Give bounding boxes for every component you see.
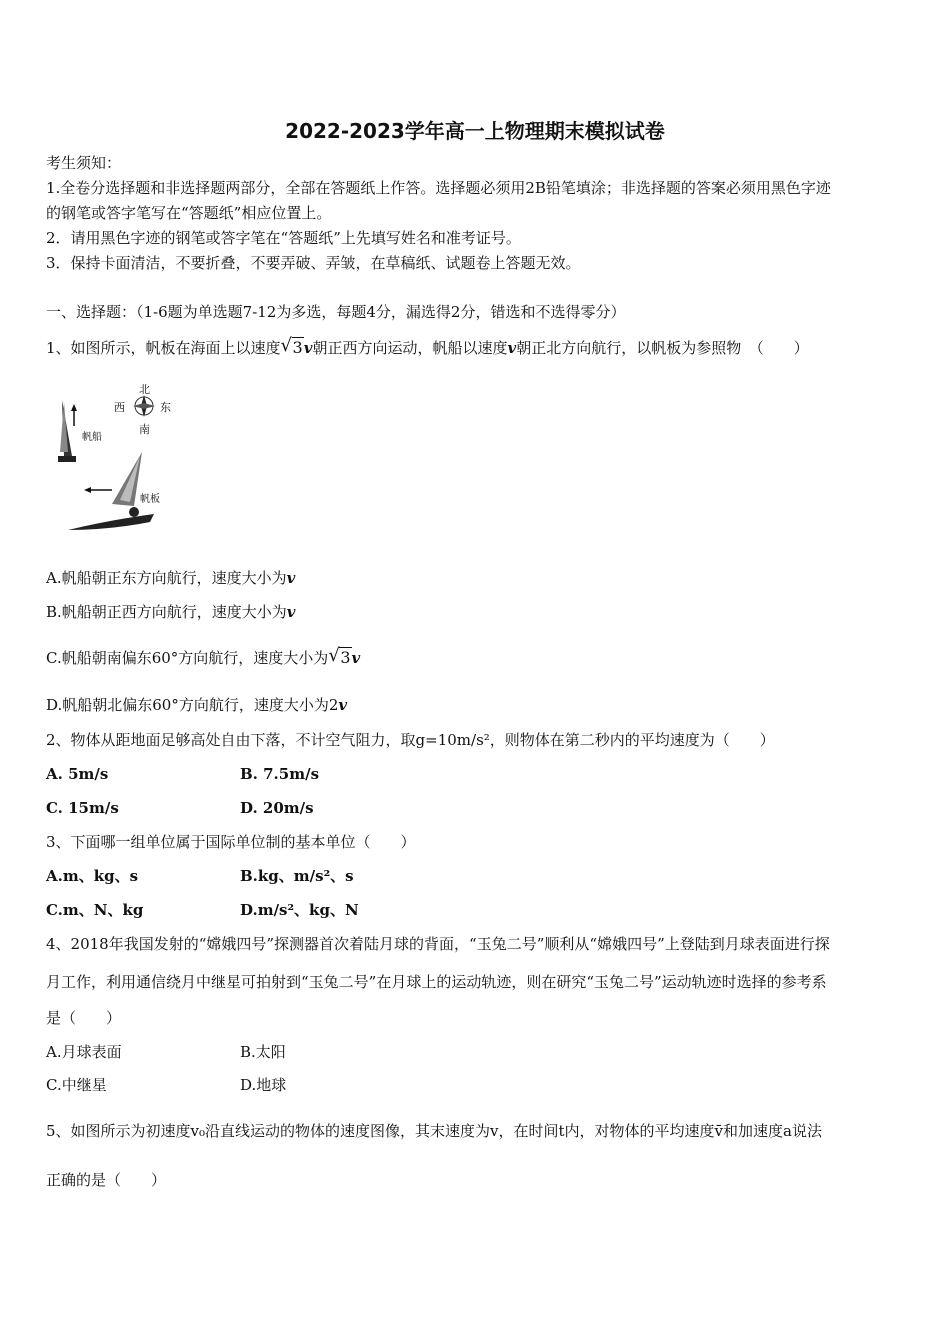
q2-option-a: A. 5m/s bbox=[46, 765, 109, 783]
compass-west: 西 bbox=[114, 401, 125, 414]
q3-option-b: B.kg、m/s²、s bbox=[240, 867, 354, 885]
sailboard-label: 帆板 bbox=[140, 494, 160, 505]
q2-option-c: C. 15m/s bbox=[46, 799, 119, 817]
notice-item-3: 3．保持卡面清洁，不要折叠，不要弄破、弄皱，在草稿纸、试题卷上答题无效。 bbox=[46, 254, 581, 272]
q1-option-d: D.帆船朝北偏东60°方向航行，速度大小为2v bbox=[46, 696, 348, 714]
q1-stem-part: 朝正西方向运动，帆船以速度 bbox=[312, 339, 508, 357]
compass-north: 北 bbox=[139, 383, 150, 396]
notice-item-1-cont: 的钢笔或答字笔写在“答题纸”相应位置上。 bbox=[46, 204, 332, 222]
q5-stem-line1: 5、如图所示为初速度v₀沿直线运动的物体的速度图像，其末速度为v，在时间t内，对物体的平均速度v̄和加速度a说法 bbox=[46, 1122, 822, 1140]
sailboard-icon bbox=[68, 452, 154, 530]
q3-stem: 3、下面哪一组单位属于国际单位制的基本单位（ ） bbox=[46, 833, 416, 851]
q4-stem-line2: 月工作，利用通信绕月中继星可拍射到“玉兔二号”在月球上的运动轨迹，则在研究“玉兔二号”运动轨迹时选择的参考系 bbox=[46, 973, 827, 991]
q3-option-c: C.m、N、kg bbox=[46, 901, 144, 919]
q3-option-a: A.m、kg、s bbox=[46, 867, 139, 885]
q4-option-d: D.地球 bbox=[240, 1076, 287, 1094]
q1-stem-part: 1、如图所示，帆板在海面上以速度 bbox=[46, 339, 281, 357]
velocity-symbol: v bbox=[507, 339, 517, 357]
q4-option-a: A.月球表面 bbox=[46, 1043, 122, 1061]
q3-option-d: D.m/s²、kg、N bbox=[240, 901, 359, 919]
q4-option-b: B.太阳 bbox=[240, 1043, 286, 1061]
notice-item-2: 2．请用黑色字迹的钢笔或答字笔在“答题纸”上先填写姓名和准考证号。 bbox=[46, 229, 521, 247]
q2-stem: 2、物体从距地面足够高处自由下落，不计空气阻力，取g=10m/s²，则物体在第二秒内的平均速度为（ ） bbox=[46, 731, 775, 749]
section-heading: 一、选择题：（1-6题为单选题7-12为多选，每题4分，漏选得2分，错选和不选得零分） bbox=[46, 303, 626, 321]
sqrt-symbol: √ 3 bbox=[283, 338, 304, 358]
q1-option-a: A.帆船朝正东方向航行，速度大小为v bbox=[46, 569, 296, 587]
compass-icon bbox=[133, 395, 155, 417]
q1-option-b: B.帆船朝正西方向航行，速度大小为v bbox=[46, 603, 296, 621]
compass-east: 东 bbox=[160, 401, 171, 414]
west-arrow-icon bbox=[84, 487, 91, 493]
q4-stem-line1: 4、2018年我国发射的“嫦娥四号”探测器首次着陆月球的背面，“玉兔二号”顺利从“嫦娥四号”上登陆到月球表面进行探 bbox=[46, 935, 830, 953]
q4-stem-line3: 是（ ） bbox=[46, 1009, 122, 1027]
q2-option-b: B. 7.5m/s bbox=[240, 765, 320, 783]
q4-option-c: C.中继星 bbox=[46, 1076, 107, 1094]
q5-stem-line2: 正确的是（ ） bbox=[46, 1171, 167, 1189]
notice-item-1: 1.全卷分选择题和非选择题两部分，全部在答题纸上作答。选择题必须用2B铅笔填涂；非选择题的答案必须用黑色字迹 bbox=[46, 179, 831, 197]
sailboat-label: 帆船 bbox=[82, 432, 102, 443]
q2-option-d: D. 20m/s bbox=[240, 799, 314, 817]
sqrt-symbol: √ 3 bbox=[330, 648, 351, 668]
sailboat-figure bbox=[50, 378, 190, 538]
q1-stem-part: 朝正北方向航行，以帆板为参照物 （ ） bbox=[516, 339, 809, 357]
q1-stem bbox=[46, 338, 809, 358]
compass-south: 南 bbox=[139, 423, 150, 436]
q1-option-c: C.帆船朝南偏东60°方向航行，速度大小为√ 3v bbox=[46, 648, 360, 668]
velocity-symbol: v bbox=[303, 339, 313, 357]
north-arrow-icon bbox=[71, 404, 77, 411]
page-title: 2022-2023学年高一上物理期末模拟试卷 bbox=[285, 119, 665, 143]
notice-heading: 考生须知： bbox=[46, 154, 122, 172]
